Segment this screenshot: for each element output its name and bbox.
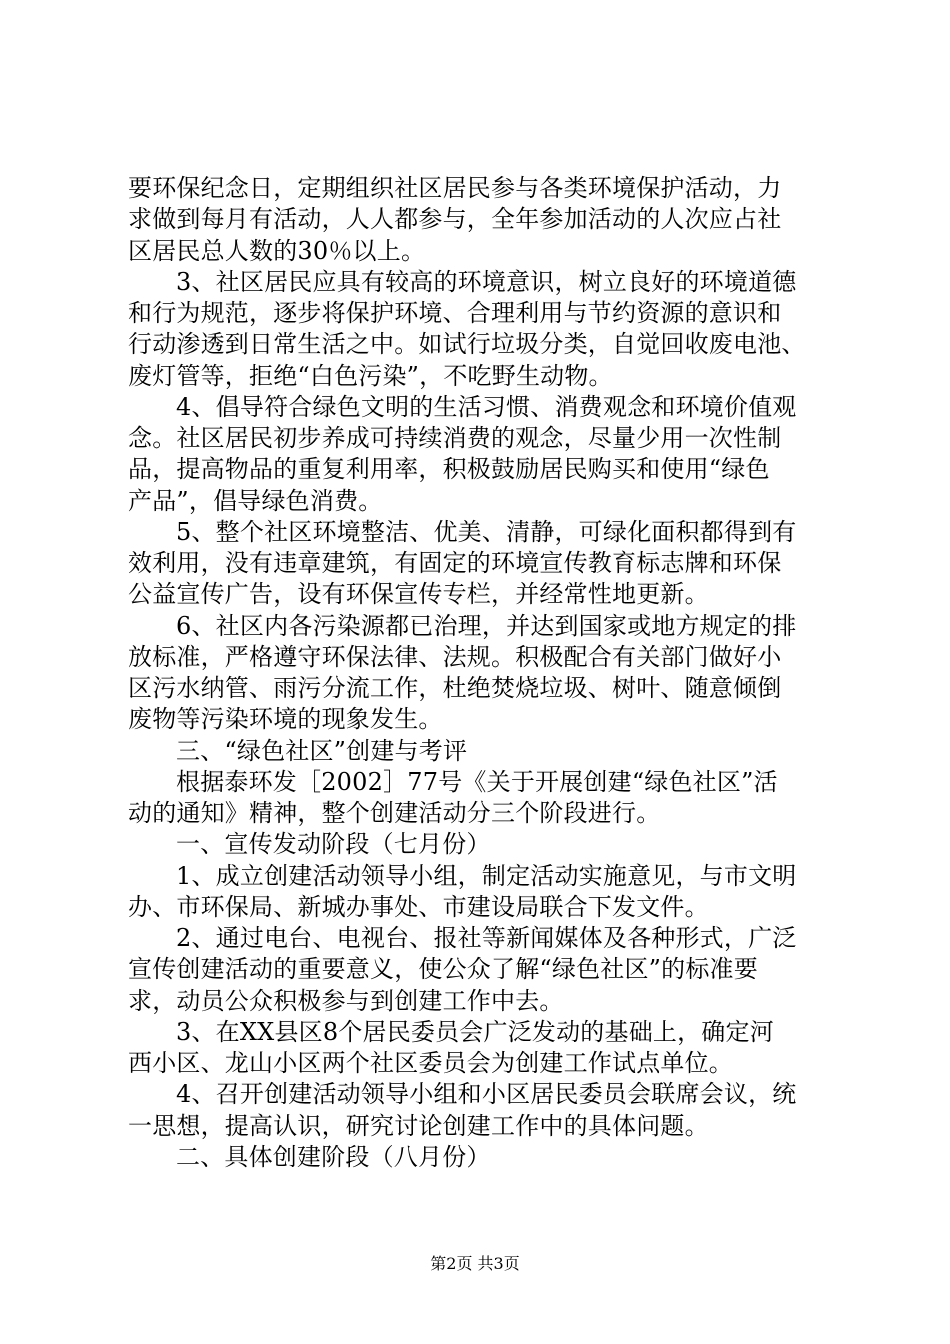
text-line: 办、市环保局、新城办事处、市建设局联合下发文件。 [128,892,709,921]
text-line: 一思想，提高认识，研究讨论创建工作中的具体问题。 [128,1111,709,1140]
text-line: 3、社区居民应具有较高的环境意识，树立良好的环境道德 [176,267,797,296]
text-line: 品，提高物品的重复利用率，积极鼓励居民购买和使用“绿色 [128,455,770,484]
text-line: 西小区、龙山小区两个社区委员会为创建工作试点单位。 [128,1049,733,1077]
page-footer: 第2页 共3页 [430,1254,520,1273]
text-line: 和行为规范，逐步将保护环境、合理利用与节约资源的意识和 [128,299,782,327]
text-line: 行动渗透到日常生活之中。如试行垃圾分类，自觉回收废电池、 [128,330,806,359]
text-line: 废物等污染环境的现象发生。 [128,705,443,734]
text-line: 产品”，倡导绿色消费。 [128,486,383,515]
text-line: 念。社区居民初步养成可持续消费的观念，尽量少用一次性制 [128,424,782,452]
text-line: 放标准，严格遵守环保法律、法规。积极配合有关部门做好小 [128,642,782,671]
text-line: 根据泰环发［2002］77号《关于开展创建“绿色社区”活 [176,767,778,796]
text-line: 区污水纳管、雨污分流工作，杜绝焚烧垃圾、树叶、随意倾倒 [128,674,782,702]
text-line: 4、倡导符合绿色文明的生活习惯、消费观念和环境价值观 [176,392,797,421]
text-line: 一、宣传发动阶段（七月份） [176,830,491,859]
text-line: 要环保纪念日，定期组织社区居民参与各类环境保护活动，力 [128,174,782,202]
text-line: 求做到每月有活动，人人都参与，全年参加活动的人次应占社 [128,205,782,234]
text-line: 1、成立创建活动领导小组，制定活动实施意见，与市文明 [176,861,797,890]
text-line: 废灯管等，拒绝“白色污染”，不吃野生动物。 [128,361,613,390]
text-line: 5、整个社区环境整洁、优美、清静，可绿化面积都得到有 [176,517,797,546]
document-body [128,173,832,1173]
text-line: 求，动员公众积极参与到创建工作中去。 [128,986,564,1015]
text-line: 4、召开创建活动领导小组和小区居民委员会联席会议，统 [176,1080,797,1109]
text-line: 6、社区内各污染源都已治理，并达到国家或地方规定的排 [176,611,797,640]
text-line: 公益宣传广告，设有环保宣传专栏，并经常性地更新。 [128,580,709,609]
text-line: 3、在XX县区8个居民委员会广泛发动的基础上，确定河 [176,1017,774,1046]
text-line: 三、“绿色社区”创建与考评 [176,736,468,765]
text-line: 二、具体创建阶段（八月份） [176,1142,491,1171]
text-line: 效利用，没有违章建筑，有固定的环境宣传教育标志牌和环保 [128,549,782,577]
text-line: 宣传创建活动的重要意义，使公众了解“绿色社区”的标准要 [128,955,758,984]
text-line: 动的通知》精神，整个创建活动分三个阶段进行。 [128,799,661,827]
text-line: 2、通过电台、电视台、报社等新闻媒体及各种形式，广泛 [176,924,797,952]
text-line: 区居民总人数的30％以上。 [128,236,426,265]
